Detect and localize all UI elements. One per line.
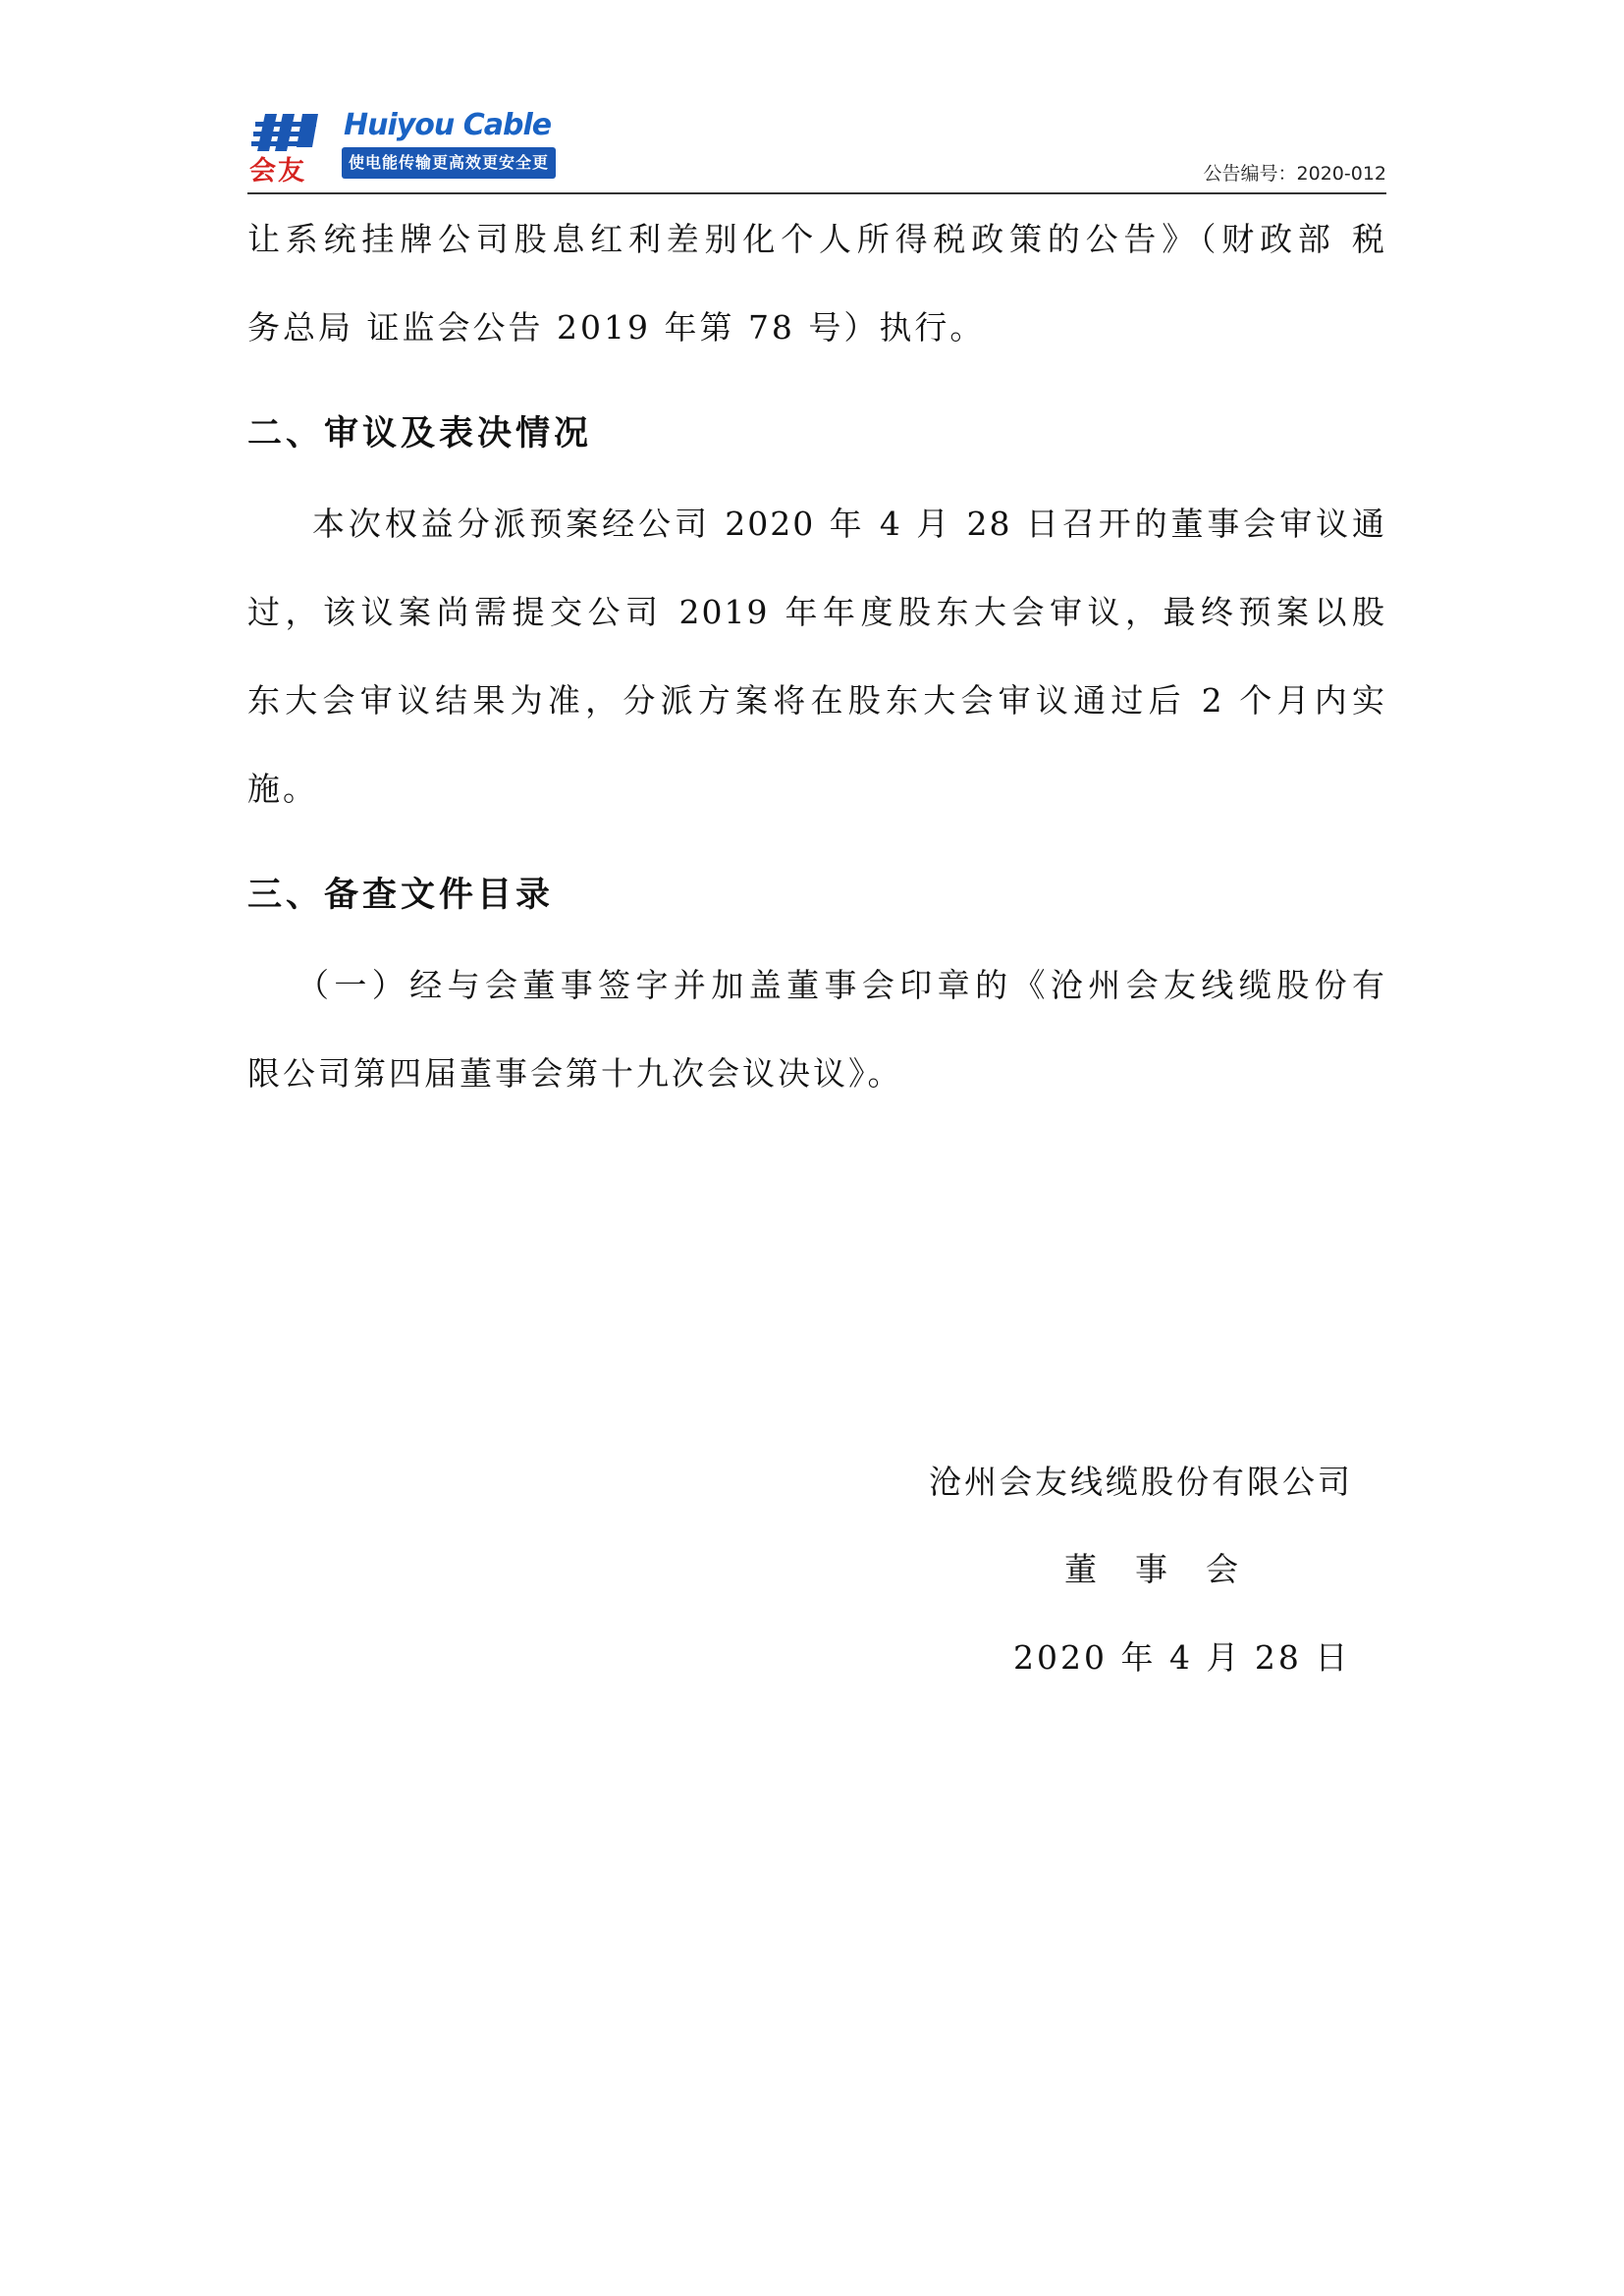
signature-date: 2020 年 4 月 28 日 [1013,1638,1351,1677]
logo-slogan: 使电能传输更高效更安全更绿色 [342,147,556,179]
document-body [247,214,1386,1095]
signature-board: 董 事 会 [1064,1550,1241,1588]
paragraph-line: 东大会审议结果为准，分派方案将在股东大会审议通过后 2 个月内实 [247,681,1386,720]
signature-company: 沧州会友线缆股份有限公司 [929,1463,1353,1501]
section-heading-documents: 三、备查文件目录 [247,876,555,915]
page-header [247,108,1386,203]
logo-mark-icon [247,108,336,157]
paragraph-line: 过，该议案尚需提交公司 2019 年年度股东大会审议，最终预案以股 [247,593,1386,631]
paragraph-line: 让系统挂牌公司股息红利差别化个人所得税政策的公告》（财政部 税 [247,220,1386,258]
paragraph-line: （一）经与会董事签字并加盖董事会印章的《沧州会友线缆股份有 [297,966,1386,1004]
company-logo [247,108,562,203]
paragraph-line: 本次权益分派预案经公司 2020 年 4 月 28 日召开的董事会审议通 [312,505,1386,543]
logo-english-text: Huiyou Cable [344,108,552,142]
header-divider [247,192,1386,194]
paragraph-line: 务总局 证监会公告 2019 年第 78 号）执行。 [247,308,986,347]
section-heading-review: 二、审议及表决情况 [247,414,593,454]
paragraph-line: 限公司第四届董事会第十九次会议决议》。 [247,1054,903,1093]
logo-chinese-text: 会友 [249,156,306,187]
announcement-number: 公告编号：2020-012 [1203,163,1386,185]
paragraph-line: 施。 [247,770,318,808]
